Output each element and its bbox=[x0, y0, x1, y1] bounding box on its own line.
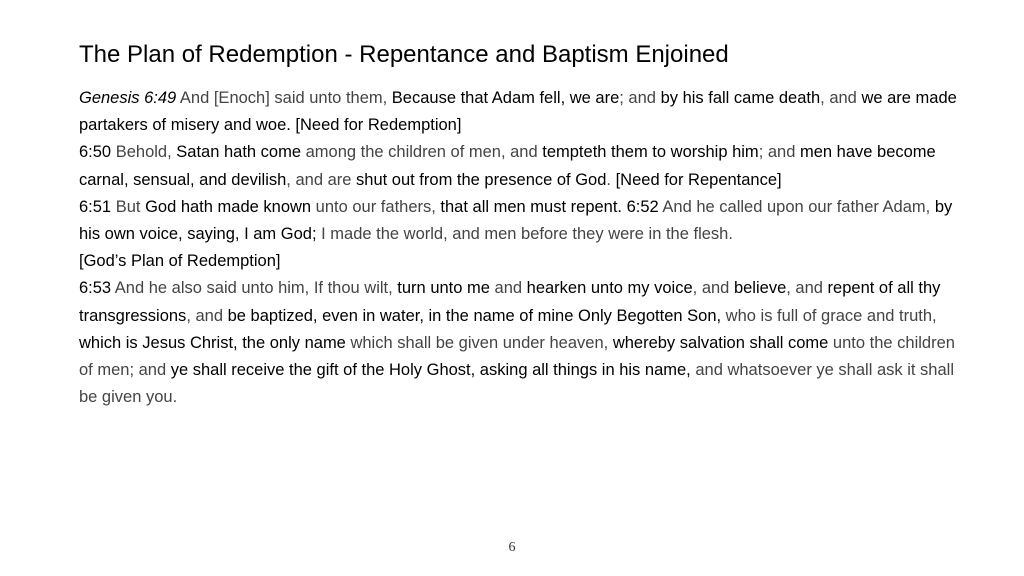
scripture-text: And he also said unto him, If thou wilt, bbox=[111, 279, 398, 298]
scripture-text: unto our fathers, bbox=[311, 197, 441, 216]
scripture-text: among the children of men, and bbox=[301, 143, 543, 162]
scripture-text: , and bbox=[692, 279, 734, 298]
scripture-text: But bbox=[111, 197, 146, 216]
scripture-text: and whatsoever ye shall ask it shall be given you. bbox=[79, 361, 954, 407]
emphasized-phrase: repent of all thy transgressions bbox=[79, 279, 941, 325]
emphasized-phrase: that all men must repent. bbox=[440, 197, 623, 216]
emphasized-phrase: Because that Adam fell, we are bbox=[391, 89, 620, 107]
scripture-text: unto the children of men; and bbox=[79, 333, 955, 380]
scripture-text: ; and bbox=[619, 89, 661, 107]
emphasized-phrase: God hath made known bbox=[145, 197, 312, 216]
emphasized-phrase: by his own voice, saying, I am God; bbox=[79, 197, 953, 244]
emphasized-phrase: ye shall receive the gift of the Holy Ghost, asking all things in his name, bbox=[170, 361, 691, 380]
emphasized-phrase: be baptized, even in water, in the name of mine Only Begotten Son, bbox=[227, 306, 722, 325]
slide-title: The Plan of Redemption - Repentance and Baptism Enjoined bbox=[79, 41, 729, 68]
emphasized-phrase: men have become carnal, sensual, and devilish bbox=[79, 143, 936, 189]
emphasized-phrase: we are made partakers of misery and woe. [Need for Redemption] bbox=[79, 89, 957, 135]
scripture-passage bbox=[79, 85, 959, 411]
verse-reference: Genesis 6:49 bbox=[79, 89, 177, 107]
scripture-text: which shall be given under heaven, bbox=[345, 333, 613, 352]
scripture-text: , and are bbox=[286, 170, 357, 189]
emphasized-phrase: turn unto me bbox=[397, 279, 490, 298]
scripture-text: And he called upon our father Adam, bbox=[658, 197, 935, 216]
verse-reference: 6:50 bbox=[79, 143, 112, 162]
emphasized-phrase: Satan hath come bbox=[176, 143, 302, 162]
scripture-text: , and bbox=[820, 89, 862, 107]
emphasized-phrase: believe bbox=[733, 279, 787, 298]
verse-reference: 6:53 bbox=[79, 279, 112, 298]
scripture-text: and bbox=[489, 279, 527, 298]
emphasized-phrase: which is Jesus Christ, the only name bbox=[79, 333, 346, 352]
section-note: [Need for Repentance] bbox=[615, 170, 782, 189]
scripture-text: , and bbox=[786, 279, 828, 298]
page-number: 6 bbox=[508, 540, 516, 555]
verse-reference: 6:52 bbox=[622, 197, 659, 216]
scripture-text: . bbox=[606, 170, 616, 189]
section-note: [God’s Plan of Redemption] bbox=[79, 252, 281, 271]
scripture-text: who is full of grace and truth, bbox=[721, 306, 937, 325]
emphasized-phrase: shut out from the presence of God bbox=[356, 170, 607, 189]
scripture-text: I made the world, and men before they were in the flesh. bbox=[316, 225, 733, 244]
verse-reference: 6:51 bbox=[79, 197, 112, 216]
emphasized-phrase: by his fall came death bbox=[660, 89, 821, 107]
scripture-text: And [Enoch] said unto them, bbox=[176, 89, 392, 107]
scripture-text: ; and bbox=[758, 143, 800, 162]
scripture-text: Behold, bbox=[111, 143, 177, 162]
emphasized-phrase: whereby salvation shall come bbox=[612, 333, 829, 352]
scripture-text: , and bbox=[186, 306, 228, 325]
emphasized-phrase: tempteth them to worship him bbox=[542, 143, 759, 162]
emphasized-phrase: hearken unto my voice bbox=[526, 279, 693, 298]
